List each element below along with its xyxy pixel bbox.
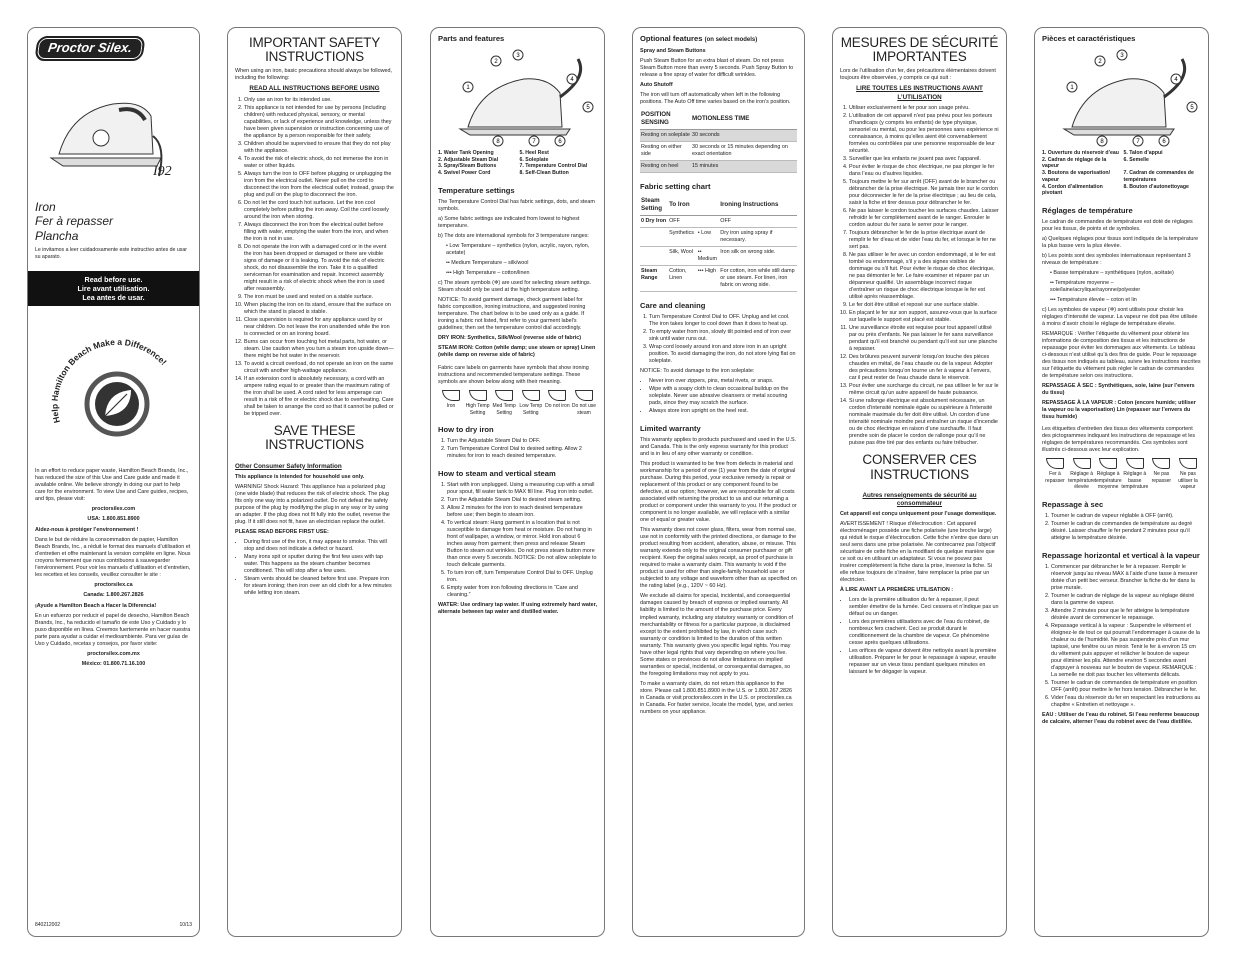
step: 3. Allow 2 minutes for the iron to reach desired temperature before use; then begin to steam iron. <box>447 505 597 519</box>
steam-steps-fr <box>1042 564 1201 709</box>
safety-item: 13. Pour éviter une surcharge du circuit, ne pas utiliser le fer sur le même circuit qu’un autre appareil de haute puissance. <box>849 383 999 397</box>
part-label: 4. Cordon d’alimentation pivotant <box>1042 183 1103 197</box>
temperature-b-fr: b) Les points sont des symboles internationaux représentant 3 niveaux de température : <box>1042 253 1191 267</box>
part-label: 7. Cadran de commandes de températures <box>1123 170 1194 183</box>
environment-head-fr: Aidez-nous à protéger l’environnement ! <box>35 526 139 533</box>
optional-title: Optional features <box>640 34 703 43</box>
part-label: 7. Temperature Control Dial <box>519 163 588 170</box>
symbol-label: Med Temp Setting <box>492 403 516 416</box>
cell: Resting on heel <box>640 161 691 173</box>
col-header: MOTIONLESS TIME <box>691 109 797 130</box>
table-row <box>640 216 797 228</box>
model-number: I92 <box>153 164 172 179</box>
temperature-intro-fr: Le cadran de commandes de température est doté de réglages pour les tissus, de points et de symboles. <box>1042 218 1193 232</box>
safety-list <box>235 97 394 419</box>
safety-item: 1. Only use an iron for its intended use. <box>244 97 394 104</box>
safety-item: 6. Ne pas laisser le cordon toucher les surfaces chaudes. Laisser refroidir le fer complètement avant de le ranger. Enrouler le cordon autour du fer sans le serrer pour le ranger. <box>849 208 999 229</box>
safety-intro: When using an iron, basic precautions should always be followed, including the following: <box>235 68 393 82</box>
safety-title-fr: MESURES DE SÉCURITÉ IMPORTANTES <box>840 35 999 65</box>
parts-heading: Parts and features <box>438 34 505 43</box>
svg-text:7: 7 <box>532 138 536 145</box>
safety-item: 4. Pour éviter le risque de choc électrique, ne pas plonger le fer dans l’eau ou d’autres liquides. <box>849 164 999 178</box>
step: 4. Repassage vertical à la vapeur : Suspendre le vêtement et éloignez-le de tout ce qui pourrait l’endommager à cause de la chaleur ou de l’humidité. Ne pas suspendre près d’un mur tapissé, une fenêtre ou un miroir. Tenir le fer à environ 15 cm du vêtement puis appuyer et relâcher le bouton de vapeur pour éliminer les plis. Attendre environ 5 secondes avant d’appuyer à nouveau sur le bouton de vapeur. REMARQUE : La semelle ne doit pas toucher les vêtements délicats. <box>1051 623 1201 679</box>
read-all-heading: READ ALL INSTRUCTIONS BEFORE USING <box>249 85 380 93</box>
safety-item: 8. Ne pas utiliser le fer avec un cordon endommagé, si le fer est tombé ou endommagé, s’il y a des signes visibles de dommage ou s’il fuit. Pour éviter le risque de choc électrique, ne pas démonter le fer. Le faire examiner et réparer par un dépanneur qualifié. Un assemblage incorrect risque d’entraîner un risque de choc électrique lorsque le fer est utilisé après réassemblage. <box>849 252 999 301</box>
read-es: Lea antes de usar. <box>82 292 145 302</box>
step: 1. Turn Temperature Control Dial to OFF. Unplug and let cool. The iron takes longer to cool down than it does to heat up. <box>649 314 797 328</box>
iron-two-dots-icon <box>495 390 513 401</box>
temperature-heading: Temperature settings <box>438 185 515 195</box>
temperature-c: c) The steam symbols (✲) are used for selecting steam settings. Steam should only be used at the high temperature setting. <box>438 279 592 293</box>
fabric-chart-heading: Fabric setting chart <box>640 182 711 192</box>
table-row <box>640 130 797 142</box>
cell: ••• High <box>697 266 720 292</box>
iron-icon <box>1046 458 1064 469</box>
parts-list-fr <box>1042 150 1201 197</box>
features-panel-en <box>632 27 805 937</box>
iron-parts-diagram <box>438 47 598 147</box>
col-header: Steam Setting <box>640 195 668 216</box>
care-heading: Care and cleaning <box>640 301 706 311</box>
auto-shutoff-table <box>640 109 797 173</box>
safety-panel-en <box>227 27 402 937</box>
environment-text-en: In an effort to reduce paper waste, Hamilton Beach Brands, Inc., has reduced the size of this Use and Care guide and made it available online. We believe strongly in doing our part to help care for the environment. To view Use and Care guides, recipes, and tips, please visit: <box>35 467 189 502</box>
phone-mx: México: 01.800.71.16.100 <box>81 661 146 668</box>
svg-text:6: 6 <box>558 138 562 145</box>
part-code: 840212002 <box>35 921 61 928</box>
temperature-heading-fr: Réglages de température <box>1042 206 1133 216</box>
iron-crossed-icon <box>1152 458 1170 469</box>
dry-iron-heading: How to dry iron <box>438 425 494 435</box>
part-label: 5. Talon d’appui <box>1123 149 1163 156</box>
table-row <box>640 228 797 247</box>
symbol-label: Ne pas utiliser la vapeur <box>1178 471 1198 491</box>
intro-es: Le invitamos a leer cuidadosamente este instructivo antes de usar su aparato. <box>35 247 187 260</box>
med-temp-symbol <box>1095 458 1121 491</box>
safety-title: IMPORTANT SAFETY INSTRUCTIONS <box>248 35 381 65</box>
iron-two-dots-icon <box>1099 458 1117 469</box>
care-symbols <box>438 390 597 416</box>
label-symbols-note: Fabric care labels on garments have symbols that show ironing instructions and recommended temperature settings. These symbols are shown below along with their meaning. <box>438 365 589 386</box>
temperature-intro: The Temperature Control Dial has fabric settings, dots, and steam symbols. <box>438 198 595 212</box>
temperature-a: a) Some fabric settings are indicated from lowest to highest temperature. <box>438 215 580 229</box>
symbol-label: Fer à repasser <box>1045 471 1065 484</box>
temp-range: • Low Temperature – synthetics (nylon, acrylic, rayon, nylon, acetate) <box>446 242 590 256</box>
table-row <box>640 266 797 292</box>
cell: For cotton, iron while still damp or use steam. For linen, iron fabric on wrong side. <box>719 266 797 292</box>
first-use-list <box>235 539 394 597</box>
col-header <box>697 195 720 216</box>
temperature-ranges <box>438 243 597 277</box>
product-titles <box>35 200 192 243</box>
iron-symbol <box>1042 458 1068 491</box>
save-instructions-fr: CONSERVER CES INSTRUCTIONS <box>862 452 977 482</box>
safety-item: 3. Children should be supervised to ensure that they do not play with the appliance. <box>244 141 394 155</box>
temp-range: ••• Température élevée – coton et lin <box>1050 297 1137 304</box>
cell: Dry iron using spray if necessary. <box>719 228 797 247</box>
steam-crossed-icon <box>1179 458 1197 469</box>
cell <box>640 228 668 247</box>
step: 3. Wrap cord loosely around iron and store iron in an upright position. To avoid damaging the iron, do not store lying flat on soleplate. <box>649 344 797 365</box>
safety-item: 11. Une surveillance étroite est requise pour tout appareil utilisé par ou près d’enfants. Ne pas laisser le fer sans surveillance pendant qu’il est branché ou pendant qu’il est sur une planche à repasser. <box>849 325 999 353</box>
steam-crossed-icon <box>575 390 593 401</box>
temp-range: ••• High Temperature – cotton/linen <box>446 269 530 276</box>
read-all-heading-fr: LIRE TOUTES LES INSTRUCTIONS AVANT L’UTILISATION <box>856 85 983 101</box>
logo-area <box>28 28 199 68</box>
cell: Resting on either side <box>640 142 691 161</box>
no-steam-symbol <box>1175 458 1201 491</box>
cell: Silk, Wool <box>668 247 697 266</box>
table-row <box>640 247 797 266</box>
safety-item: 2. L’utilisation de cet appareil n’est pas prévu pour les porteurs d’handicaps (y compris les enfants) de type physique, sensoriel ou mental, ou pour les personnes sans expérience ni connaissance, à moins qu’elles aient été convenablement formées ou contrôlées par une personne responsable de leur sécurité. <box>849 113 999 155</box>
svg-text:8: 8 <box>1100 138 1104 145</box>
symbol-label: Do not use steam <box>571 403 597 416</box>
safety-item: 10. En plaçant le fer sur son support, assurez-vous que la surface sur laquelle le support est placé est stable. <box>849 310 999 324</box>
temp-range: •• Température moyenne – soie/laine/acrylique/rayonne/polyester <box>1050 280 1141 294</box>
do-not-iron-symbol <box>544 390 570 416</box>
warranty-para: This warranty does not cover glass, filters, wear from normal use, use not in conformity with the printed directions, or damage to the product resulting from accident, alteration, abuse, or misuse. This warranty extends only to the original consumer purchaser or gift recipient. Keep the original sales receipt, as proof of purchase is required to make a warranty claim. This warranty is void if the product is used for other than single-family household use or subjected to any voltage and waveform other than as specified on the rating label (e.g., 120V ~ 60 Hz). <box>640 527 797 590</box>
safety-item: 10. When placing the iron on its stand, ensure that the surface on which the stand is placed is stable. <box>244 302 394 316</box>
safety-item: 12. Des brûlures peuvent survenir lorsqu’on touche des pièces chaudes en métal, de l’eau chaude ou de la vapeur. Adopter des précautions lorsqu’on tourne un fer à vapeur à l’envers, car il peut rester de l’eau chaude dans le réservoir. <box>849 354 999 382</box>
svg-text:2: 2 <box>1098 58 1102 65</box>
environment-emblem <box>35 312 192 462</box>
care-symbols-fr <box>1042 458 1201 491</box>
environment-head-es: ¡Ayude a Hamilton Beach a Hacer la Diferencia! <box>35 602 157 609</box>
temperature-b: b) The dots are international symbols for 3 temperature ranges: <box>438 232 589 239</box>
cell <box>697 216 720 228</box>
cover-panel <box>27 27 200 937</box>
step: 2. Turn the Adjustable Steam Dial to desired steam setting. <box>447 497 597 504</box>
svg-text:8: 8 <box>496 138 500 145</box>
title-en: Iron <box>35 200 56 214</box>
steam-iron-note: STEAM IRON: Cotton (while damp; use steam or spray) Linen (while damp on reverse side of fabric) <box>438 344 596 358</box>
first-use-heading: PLEASE READ BEFORE FIRST USE: <box>235 528 329 535</box>
footer-codes <box>35 922 192 929</box>
cell: Synthetics <box>668 228 697 247</box>
cell: 15 minutes <box>691 161 797 173</box>
warranty-heading: Limited warranty <box>640 424 701 434</box>
do-not-iron-symbol <box>1148 458 1174 491</box>
warranty-para: We exclude all claims for special, incidental, and consequential damages caused by breach of express or implied warranty. All liability is limited to the amount of the purchase price. Every implied warranty, including any statutory warranty or condition of merchantability or fitness for a particular purpose, is disclaimed except to the extent prohibited by law, in which case such warranty or condition is limited to the duration of this written warranty. This warranty gives you specific legal rights. You may have other legal rights that vary depending on where you live. Some states or provinces do not allow limitations on implied warranties or special, incidental, or consequential damages, so the foregoing limitations may not apply to you. <box>640 593 794 677</box>
warranty-para: To make a warranty claim, do not return this appliance to the store. Please call 1.800.851.8900 in the U.S. or 1.800.267.2826 in Canada or visit proctorsilex.com in the U.S. or proctorsilex.ca in Canada. For faster service, locate the model, type, and series numbers on your appliance. <box>640 680 793 715</box>
cell: OFF <box>719 216 797 228</box>
parts-panel-en <box>430 27 605 937</box>
temperature-a-fr: a) Quelques réglages pour tissus sont indiqués de la température la plus basse vers la plus élevée. <box>1042 236 1199 250</box>
safety-item: 8. Do not operate the iron with a damaged cord or in the event the iron has been dropped or damaged or there are visible signs of damage or it is leaking. To avoid the risk of electric shock, do not disassemble the iron. Take it to a qualified serviceman for examination and repair. Incorrect assembly might result in a risk of electric shock when the iron is used after reassembly. <box>244 244 394 293</box>
safety-intro-fr: Lors de l’utilisation d’un fer, des précautions élémentaires doivent toujours être observées, y compris ce qui suit : <box>840 68 996 82</box>
symbol-label: Low Temp Setting <box>519 403 543 416</box>
brand-logo: Proctor Silex. <box>34 36 145 61</box>
step: 5. To turn iron off, turn Temperature Control Dial to OFF. Unplug iron. <box>447 570 597 584</box>
auto-heading: Auto Shutoff <box>640 81 673 88</box>
temp-range: • Basse température – synthétiques (nylon, acétate) <box>1050 270 1174 277</box>
safety-item: 7. Toujours débrancher le fer de la prise électrique avant de remplir le fer d’eau et de vider l’eau du fer, et lorsque le fer ne sert pas. <box>849 230 999 251</box>
svg-text:3: 3 <box>516 52 520 59</box>
phone-us: USA: 1.800.851.8900 <box>87 515 140 522</box>
svg-text:1: 1 <box>1070 84 1074 91</box>
temperature-c-fr: c) Les symboles de vapeur (✲) sont utilisés pour choisir les réglages d’intensité de vapeur. La vapeur ne doit pas être utilisée à moins d’avoir choisi le réglage de température élevée. <box>1042 307 1198 328</box>
cell: •• Medium <box>697 247 720 266</box>
part-label: 1. Ouverture du réservoir d’eau <box>1042 149 1119 156</box>
part-label: 8. Bouton d’autonettoyage <box>1123 183 1189 190</box>
part-label: 4. Swivel Power Cord <box>438 170 491 177</box>
cell: OFF <box>668 216 697 228</box>
print-date: 10/13 <box>179 921 192 928</box>
care-bullet: • Always store iron upright on the heel rest. <box>649 408 797 415</box>
warning-text-fr: AVERTISSEMENT ! Risque d’électrocution : Cet appareil électroménager possède une fiche polarisée (une broche large) qui réduit le risque d’électrocution. Cette fiche n’entre que dans un seul sens dans une prise polarisée. Ne contrecarrez pas l’objectif sécuritaire de cette fiche en la modifiant de quelque manière que ce soit ou en utilisant un adaptateur. Si vous ne pouvez pas insérer complètement la fiche dans la prise, inversez la fiche. Si elle refuse toujours de s’insérer, faire remplacer la prise par un électricien. <box>840 521 999 584</box>
iron-three-dots-icon <box>1073 458 1091 469</box>
remarque-fr: REMARQUE : Vérifier l’étiquette du vêtement pour obtenir les informations de composition des tissus et les instructions de repassage pour éviter les dommages aux vêtements. Le tableau ci-dessous n’est utilisé qu’à des fins de guide. Pour le repassage des tissus non indiqués au tableau, suivre les instructions inscrites sur l’étiquette du vêtement puis régler le cadran de commandes de température selon ces instructions. <box>1042 331 1201 380</box>
step: 5. Tourner le cadran de commandes de température en position OFF (arrêt) pour mettre le fer hors tension. Débrancher le fer. <box>1051 680 1201 694</box>
cell: 0 Dry Iron <box>640 216 668 228</box>
symbol-label: Réglage à température élevée <box>1068 471 1096 491</box>
first-use-item: • Lors des premières utilisations avec de l’eau du robinet, de nombreux fers crachent. Ceci se produit durant le conditionnement de la chambre de vapeur. Ce phénomène cesse après quelques utilisations. <box>849 619 999 647</box>
care-steps <box>640 314 797 365</box>
table-row <box>640 142 797 161</box>
symbol-label: Do not iron <box>545 403 570 410</box>
spray-heading: Spray and Steam Buttons <box>640 47 706 54</box>
svg-text:5: 5 <box>586 104 590 111</box>
iron-illustration <box>41 76 171 186</box>
dry-steps-fr <box>1042 513 1201 542</box>
symbol-label: Iron <box>446 403 456 410</box>
dry-heading-fr: Repassage à sec <box>1042 499 1104 509</box>
symbol-label: Ne pas repasser <box>1151 471 1172 484</box>
svg-text:3: 3 <box>1120 52 1124 59</box>
part-label: 3. Spray/Steam Buttons <box>438 163 497 170</box>
safety-list-fr <box>840 105 999 448</box>
step: 2. To empty water from iron, slowly tilt pointed end of iron over sink until water runs out. <box>649 329 797 343</box>
part-label: 5. Heel Rest <box>519 149 549 156</box>
care-notice: NOTICE: To avoid damage to the iron soleplate: <box>640 368 755 375</box>
safety-item: 4. To avoid the risk of electric shock, do not immerse the iron in water or other liquids. <box>244 156 394 170</box>
symbol-label: Réglage à basse température <box>1121 471 1149 491</box>
other-safety-heading-fr: Autres renseignements de sécurité au consommateur <box>862 491 977 507</box>
first-use-heading-fr: À LIRE AVANT LA PREMIÈRE UTILISATION : <box>840 587 954 594</box>
safety-item: 1. Utiliser exclusivement le fer pour son usage prévu. <box>849 105 999 112</box>
safety-item: 7. Always disconnect the iron from the electrical outlet before filling with water, emptying the water from the iron, and when the iron is not in use. <box>244 222 394 243</box>
temp-range: •• Medium Temperature – silk/wool <box>446 259 529 266</box>
svg-text:6: 6 <box>1162 138 1166 145</box>
spray-text: Push Steam Button for an extra blast of steam. Do not press Steam Button more than every 5 seconds. Push Spray Button to release a fine spray of water for difficult wrinkles. <box>640 57 794 78</box>
auto-text: The iron will turn off automatically when left in the following positions. The Auto Off time varies based on the iron’s position. <box>640 91 791 105</box>
col-header: POSITION SENSING <box>640 109 691 130</box>
iron-icon <box>442 390 460 401</box>
steam-note-fr: REPASSAGE À LA VAPEUR : Coton (encore humide; utiliser la vapeur ou la vaporisation) Lin (repasser sur l’envers du tissu humide) <box>1042 400 1196 421</box>
household-note-fr: Cet appareil est conçu uniquement pour l’usage domestique. <box>840 511 997 518</box>
svg-text:1: 1 <box>466 84 470 91</box>
first-use-list-fr <box>840 597 999 676</box>
med-temp-symbol <box>491 390 517 416</box>
cell: Steam Range <box>640 266 668 292</box>
safety-item: 9. Le fer doit être utilisé et reposé sur une surface stable. <box>849 302 999 309</box>
step: 2. Tourner le cadran de réglage de la vapeur au réglage désiré dans la gamme de vapeur. <box>1051 593 1201 607</box>
high-temp-symbol <box>465 390 491 416</box>
temperature-ranges-fr <box>1042 270 1201 304</box>
first-use-item: • During first use of the iron, it may appear to smoke. This will stop and does not indicate a defect or hazard. <box>244 539 394 553</box>
safety-item: 14. If an extension cord is absolutely necessary, a cord with an ampere rating equal to or greater than the maximum rating of the iron shall be used. A cord rated for less amperage can result in a risk of fire or electric shock due to overheating. Care shall be taken to arrange the cord so that it cannot be pulled or be tripped over. <box>244 376 394 418</box>
fabric-chart <box>640 195 797 292</box>
step: 1. Commencer par débrancher le fer à repasser. Remplir le réservoir jusqu’au niveau MAX à l’aide d’une tasse à mesurer dotée d’un petit bec verseur. Brancher la fiche du fer dans la prise murale. <box>1051 564 1201 592</box>
table-row <box>640 161 797 173</box>
warning-text: WARNING! Shock Hazard: This appliance has a polarized plug (one wide blade) that reduces the risk of electric shock. The plug fits only one way into a polarized outlet. Do not defeat the safety purpose of the plug by modifying the plug in any way or by using an adapter. If the plug does not fit fully into the outlet, reverse the plug. If it still does not fit, have an electrician replace the outlet. <box>235 483 390 525</box>
svg-text:5: 5 <box>1190 104 1194 111</box>
safety-panel-fr <box>832 27 1007 937</box>
symbol-label: Réglage à température moyenne <box>1094 471 1122 491</box>
first-use-item: • Lors de la première utilisation du fer à repasser, il peut sembler émettre de la fumée. Ceci cessera et n’indique pas un défaut ou un danger. <box>849 597 999 618</box>
site-mx[interactable]: proctorsilex.com.mx <box>87 651 140 658</box>
first-use-item: • Les orifices de vapeur doivent être nettoyés avant la première utilisation. Préparer le fer pour le repassage à vapeur, ensuite repasser sur un vieux tissu pendant quelques minutes en laissant le fer dégager la vapeur. <box>849 648 999 676</box>
step: 1. Tourner le cadran de vapeur réglable à OFF (arrêt). <box>1051 513 1201 520</box>
iron-symbol <box>438 390 464 416</box>
no-steam-symbol <box>571 390 597 416</box>
care-bullet: • Wipe with a soapy cloth to clean occasional buildup on the soleplate. Never use abrasive cleansers or metal scouring pads, since they may scratch the surface. <box>649 386 797 407</box>
steam-steps <box>438 482 597 599</box>
step: 1. Turn the Adjustable Steam Dial to OFF. <box>447 438 597 445</box>
site-us[interactable]: proctorsilex.com <box>91 505 136 512</box>
svg-text:4: 4 <box>570 76 574 83</box>
phone-ca: Canada: 1.800.267.2826 <box>83 591 144 598</box>
optional-subtitle: (on select models) <box>704 37 758 43</box>
environment-text-es: En un esfuerzo por reducir el papel de desecho, Hamilton Beach Brands, Inc., ha reducido el tamaño de este Uso y Cuidado y lo puso disponible en línea. Creemos fuertemente en hacer nuestra parte para ayudar a cuidar el medioambiente. Para ver guías de Uso y Cuidado, recetas y consejos, por favor visite: <box>35 612 191 647</box>
safety-item: 14. Si une rallonge électrique est absolument nécessaire, un cordon d’intensité nominale égale ou supérieure à l’intensité nominale maximale du fer doit être utilisé. Un cordon d’une intensité nominale moindre peut entraîner un risque d’incendie ou de choc électrique en raison d’une surchauffe. Il faut prendre soin de placer le cordon de rallonge pour qu’il ne puisse pas être tiré par des enfants ou faire trébucher. <box>849 398 999 447</box>
part-label: 8. Self-Clean Button <box>519 170 569 177</box>
cell: Iron silk on wrong side. <box>719 247 797 266</box>
optional-heading <box>640 34 797 45</box>
emblem-text: Help Hamilton Beach Make a Difference! <box>49 336 169 424</box>
household-note: This appliance is intended for household use only. <box>235 473 365 480</box>
safety-item: 6. Do not let the cord touch hot surfaces. Let the iron cool completely before putting the iron away. Coil the cord loosely around the iron when storing. <box>244 200 394 221</box>
read-fr: Lire avant utilisation. <box>77 283 150 293</box>
step: 2. Tourner le cadran de commandes de température au degré désiré. Laisser chauffer le fer pendant 2 minutes pour qu’il atteigne la température désirée. <box>1051 521 1201 542</box>
leaf-emblem-icon <box>35 312 195 462</box>
other-safety-heading: Other Consumer Safety Information <box>235 462 342 470</box>
first-use-item: • Many irons spit or sputter during the first few uses with tap water. This happens as the steam chamber becomes conditioned. This will stop after a few uses. <box>244 554 394 575</box>
parts-heading-fr: Pièces et caractéristiques <box>1042 34 1136 43</box>
symbol-label: High Temp Setting <box>465 403 490 416</box>
part-label: 6. Soleplate <box>519 156 549 163</box>
cell: 30 seconds <box>691 130 797 142</box>
step: 2. Turn Temperature Control Dial to desired setting. Allow 2 minutes for iron to reach desired temperature. <box>447 446 597 460</box>
title-fr: Fer à repasser <box>35 214 114 229</box>
iron-one-dot-icon <box>522 390 540 401</box>
water-note: WATER: Use ordinary tap water. If using extremely hard water, alternate between tap water and distilled water. <box>438 602 597 616</box>
safety-item: 3. Surveiller que les enfants ne jouent pas avec l’appareil. <box>849 156 999 163</box>
low-temp-symbol <box>518 390 544 416</box>
title-es: Plancha <box>35 228 79 243</box>
part-label: 2. Adjustable Steam Dial <box>438 156 499 163</box>
water-note-fr: EAU : Utiliser de l’eau du robinet. Si l’eau renferme beaucoup de calcaire, alterner l’eau du robinet avec de l’eau distillée. <box>1042 712 1200 726</box>
temperature-notice: NOTICE: To avoid garment damage, check garment label for fabric composition, ironing instructions, and suggested ironing temperature. The chart below is to be used only as a guide. If ironing a fabric not listed, first refer to your garment label’s guidelines; then set the temperature control dial accordingly. <box>438 296 586 331</box>
care-bullets <box>640 378 797 415</box>
svg-text:7: 7 <box>1136 138 1140 145</box>
part-label: 6. Semelle <box>1123 156 1149 163</box>
safety-item: 5. Toujours mettre le fer sur arrêt (OFF) avant de le brancher ou débrancher de la prise électrique. Ne jamais tirer sur le cordon pour déconnecter le fer de la prise électrique ; au lieu de cela, saisir la fiche et tirer dessus pour débrancher le fer. <box>849 179 999 207</box>
warranty-para: This warranty applies to products purchased and used in the U.S. and Canada. This is the only express warranty for this product and is in lieu of any other warranty or condition. <box>640 437 797 458</box>
read-en: Read before use. <box>84 274 143 284</box>
safety-item: 11. Close supervision is required for any appliance used by or near children. Do not leave the iron unattended while the iron is connected or on an ironing board. <box>244 317 394 338</box>
safety-item: 9. The iron must be used and rested on a stable surface. <box>244 294 394 301</box>
cell: Resting on soleplate <box>640 130 691 142</box>
safety-item: 12. Burns can occur from touching hot metal parts, hot water, or steam. Use caution when you turn a steam iron upside down—there might be hot water in the reservoir. <box>244 339 394 360</box>
iron-one-dot-icon <box>1126 458 1144 469</box>
step: 1. Start with iron unplugged. Using a measuring cup with a small pour spout, fill water tank to MAX fill line. Plug iron into outlet. <box>447 482 597 496</box>
cell: Cotton, Linen <box>668 266 697 292</box>
care-bullet: • Never iron over zippers, pins, metal rivets, or snaps. <box>649 378 797 385</box>
iron-parts-diagram-fr <box>1042 47 1202 147</box>
step: 6. Empty water from iron following directions in “Care and cleaning.” <box>447 585 597 599</box>
col-header: Ironing Instructions <box>719 195 797 216</box>
cell: • Low <box>697 228 720 247</box>
cell: 30 seconds or 15 minutes depending on exact orientation <box>691 142 797 161</box>
part-label: 2. Cadran de réglage de la vapeur <box>1042 156 1107 170</box>
dry-iron-note: DRY IRON: Synthetics, Silk/Wool (reverse side of fabric) <box>438 334 582 341</box>
safety-item: 2. This appliance is not intended for use by persons (including children) with reduced physical, sensory, or mental capabilities, or lack of experience and knowledge, unless they have been given supervision or instruction concerning use of the appliance by a person responsible for their safety. <box>244 105 394 140</box>
svg-text:2: 2 <box>494 58 498 65</box>
steam-heading-fr: Repassage horizontal et vertical à la vapeur <box>1042 550 1200 560</box>
col-header: To Iron <box>668 195 697 216</box>
environment-text-fr: Dans le but de réduire la consommation de papier, Hamilton Beach Brands, Inc., a réduit le format des manuels d’utilisation et d’entretien et offre maintenant la version complète en ligne. Nous croyons fermement que nous contribuons à sauvegarder l’environnement. Pour voir les manuels d’utilisation et d’entretien, les recettes et les conseils, veuillez consulter le site : <box>35 536 191 578</box>
part-label: 1. Water Tank Opening <box>438 149 494 156</box>
site-ca[interactable]: proctorsilex.ca <box>94 581 133 588</box>
safety-item: 13. To avoid a circuit overload, do not operate an iron on the same circuit with another high-wattage appliance. <box>244 361 394 375</box>
high-temp-symbol <box>1069 458 1095 491</box>
labels-note-fr: Les étiquettes d’entretien des tissus des vêtements comportent des pictogrammes indiquant les instructions de repassage et les réglages de températures recommandés. Ces symboles sont illustrés ci-dessous avec leur explication. <box>1042 426 1196 454</box>
iron-crossed-icon <box>548 390 566 401</box>
safety-item: 5. Always turn the iron to OFF before plugging or unplugging the iron from the electrical outlet. Never pull on the cord to disconnect the iron from the electrical outlet; instead, grasp the plug and pull on the plug to disconnect the iron. <box>244 171 394 199</box>
read-before-use-bar <box>28 271 199 306</box>
step: 4. To vertical steam: Hang garment in a location that is not susceptible to damage from heat or moisture. Do not hang in front of wallpaper, a window, or mirror. Hold iron about 6 inches away from garment; then press and release Steam Button to steam out wrinkles. Do not press steam button more than once every 5 seconds. NOTICE: Do not allow soleplate to touch delicate garments. <box>447 520 597 569</box>
dry-note-fr: REPASSAGE À SEC : Synthétiques, soie, laine (sur l’envers du tissu) <box>1042 383 1195 397</box>
step: 6. Vider l’eau du réservoir du fer en respectant les instructions au chapitre « Entretien et nettoyage ». <box>1051 695 1201 709</box>
steam-heading: How to steam and vertical steam <box>438 468 556 478</box>
first-use-item: • Steam vents should be cleaned before first use. Prepare iron for steam ironing; then iron over an old cloth for a few minutes while letting iron steam. <box>244 576 394 597</box>
part-label: 3. Boutons de vaporisation/ vapeur <box>1042 170 1111 183</box>
cell <box>640 247 668 266</box>
save-instructions: SAVE THESE INSTRUCTIONS <box>265 423 364 453</box>
iron-three-dots-icon <box>469 390 487 401</box>
step: 3. Attendre 2 minutes pour que le fer atteigne la température désirée avant de commencer le repassage. <box>1051 608 1201 622</box>
parts-list <box>438 150 597 177</box>
warranty-para: This product is warranted to be free from defects in material and workmanship for a period of one (1) year from the date of original purchase. During this period, your exclusive remedy is repair or replacement of this product or any component found to be defective, at our option; however, we are responsible for all costs associated with returning the product to us and our returning a product or component under this warranty to you. If the product or component is no longer available, we will replace with a similar one of equal or greater value. <box>640 461 797 524</box>
low-temp-symbol <box>1122 458 1148 491</box>
parts-panel-fr <box>1034 27 1209 937</box>
dry-iron-steps <box>438 438 597 460</box>
svg-text:4: 4 <box>1174 76 1178 83</box>
